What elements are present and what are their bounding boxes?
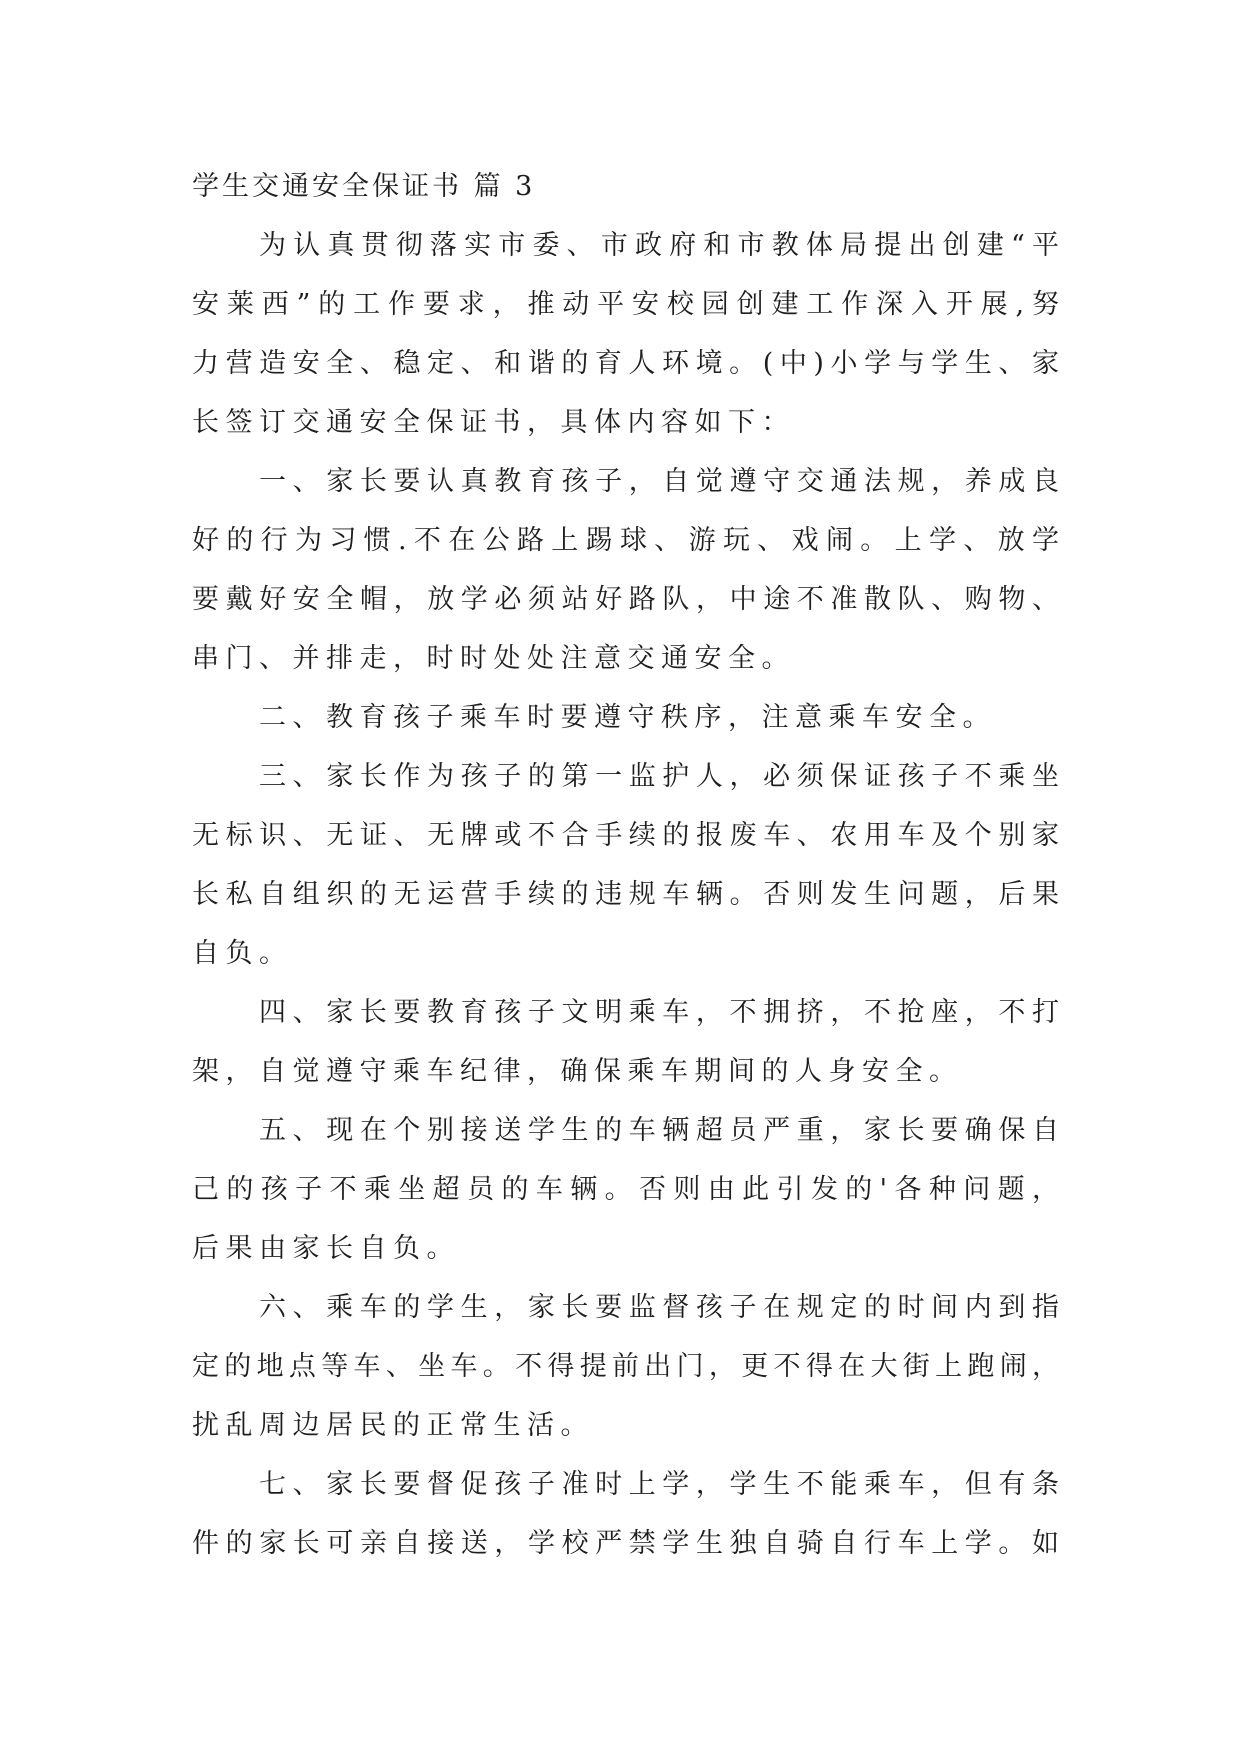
paragraph-line: 无标识、无证、无牌或不合手续的报废车、农用车及个别家 bbox=[192, 820, 1060, 851]
clause-five bbox=[192, 1101, 1072, 1278]
paragraph-line: 要戴好安全帽，放学必须站好路队，中途不准散队、购物、 bbox=[192, 584, 1060, 615]
paragraph-line: 五、现在个别接送学生的车辆超员严重，家长要确保自 bbox=[259, 1115, 1060, 1146]
paragraph-line: 串门、并排走，时时处处注意交通安全。 bbox=[192, 643, 795, 674]
paragraph-line: 七、家长要督促孩子准时上学，学生不能乘车，但有条 bbox=[259, 1469, 1060, 1500]
document-title: 学生交通安全保证书 篇 3 bbox=[192, 171, 536, 202]
paragraph-line: 长签订交通安全保证书，具体内容如下： bbox=[192, 407, 795, 438]
paragraph-line: 好的行为习惯.不在公路上踢球、游玩、戏闹。上学、放学 bbox=[192, 525, 1060, 556]
paragraph-line: 四、家长要教育孩子文明乘车，不拥挤，不抢座，不打 bbox=[259, 997, 1060, 1028]
paragraph-line: 后果由家长自负。 bbox=[192, 1233, 460, 1264]
paragraph-line: 己的孩子不乘坐超员的车辆。否则由此引发的'各种问题， bbox=[192, 1174, 1060, 1205]
document-body bbox=[192, 157, 1072, 1573]
paragraph-line: 自负。 bbox=[192, 938, 293, 969]
paragraph-line: 一、家长要认真教育孩子，自觉遵守交通法规，养成良 bbox=[259, 466, 1060, 497]
clause-seven bbox=[192, 1455, 1072, 1573]
paragraph-line: 定的地点等车、坐车。不得提前出门，更不得在大街上跑闹， bbox=[192, 1351, 1060, 1382]
clause-four bbox=[192, 983, 1072, 1101]
paragraph-line: 六、乘车的学生，家长要监督孩子在规定的时间内到指 bbox=[259, 1292, 1060, 1323]
paragraph-line: 三、家长作为孩子的第一监护人，必须保证孩子不乘坐 bbox=[259, 761, 1060, 792]
paragraph-line: 长私自组织的无运营手续的违规车辆。否则发生问题，后果 bbox=[192, 879, 1060, 910]
paragraph-line: 扰乱周边居民的正常生活。 bbox=[192, 1410, 594, 1441]
clause-two bbox=[192, 688, 1072, 747]
paragraph-line: 件的家长可亲自接送，学校严禁学生独自骑自行车上学。如 bbox=[192, 1528, 1060, 1559]
paragraph-line: 架，自觉遵守乘车纪律，确保乘车期间的人身安全。 bbox=[192, 1056, 963, 1087]
paragraph-line: 力营造安全、稳定、和谐的育人环境。(中)小学与学生、家 bbox=[192, 348, 1060, 379]
paragraph-line: 安莱西”的工作要求，推动平安校园创建工作深入开展,努 bbox=[192, 289, 1060, 320]
paragraph-intro bbox=[192, 216, 1072, 452]
clause-three bbox=[192, 747, 1072, 983]
clause-six bbox=[192, 1278, 1072, 1455]
clause-one bbox=[192, 452, 1072, 688]
paragraph-line: 二、教育孩子乘车时要遵守秩序，注意乘车安全。 bbox=[259, 702, 996, 733]
paragraph-line: 为认真贯彻落实市委、市政府和市教体局提出创建“平 bbox=[259, 230, 1060, 261]
